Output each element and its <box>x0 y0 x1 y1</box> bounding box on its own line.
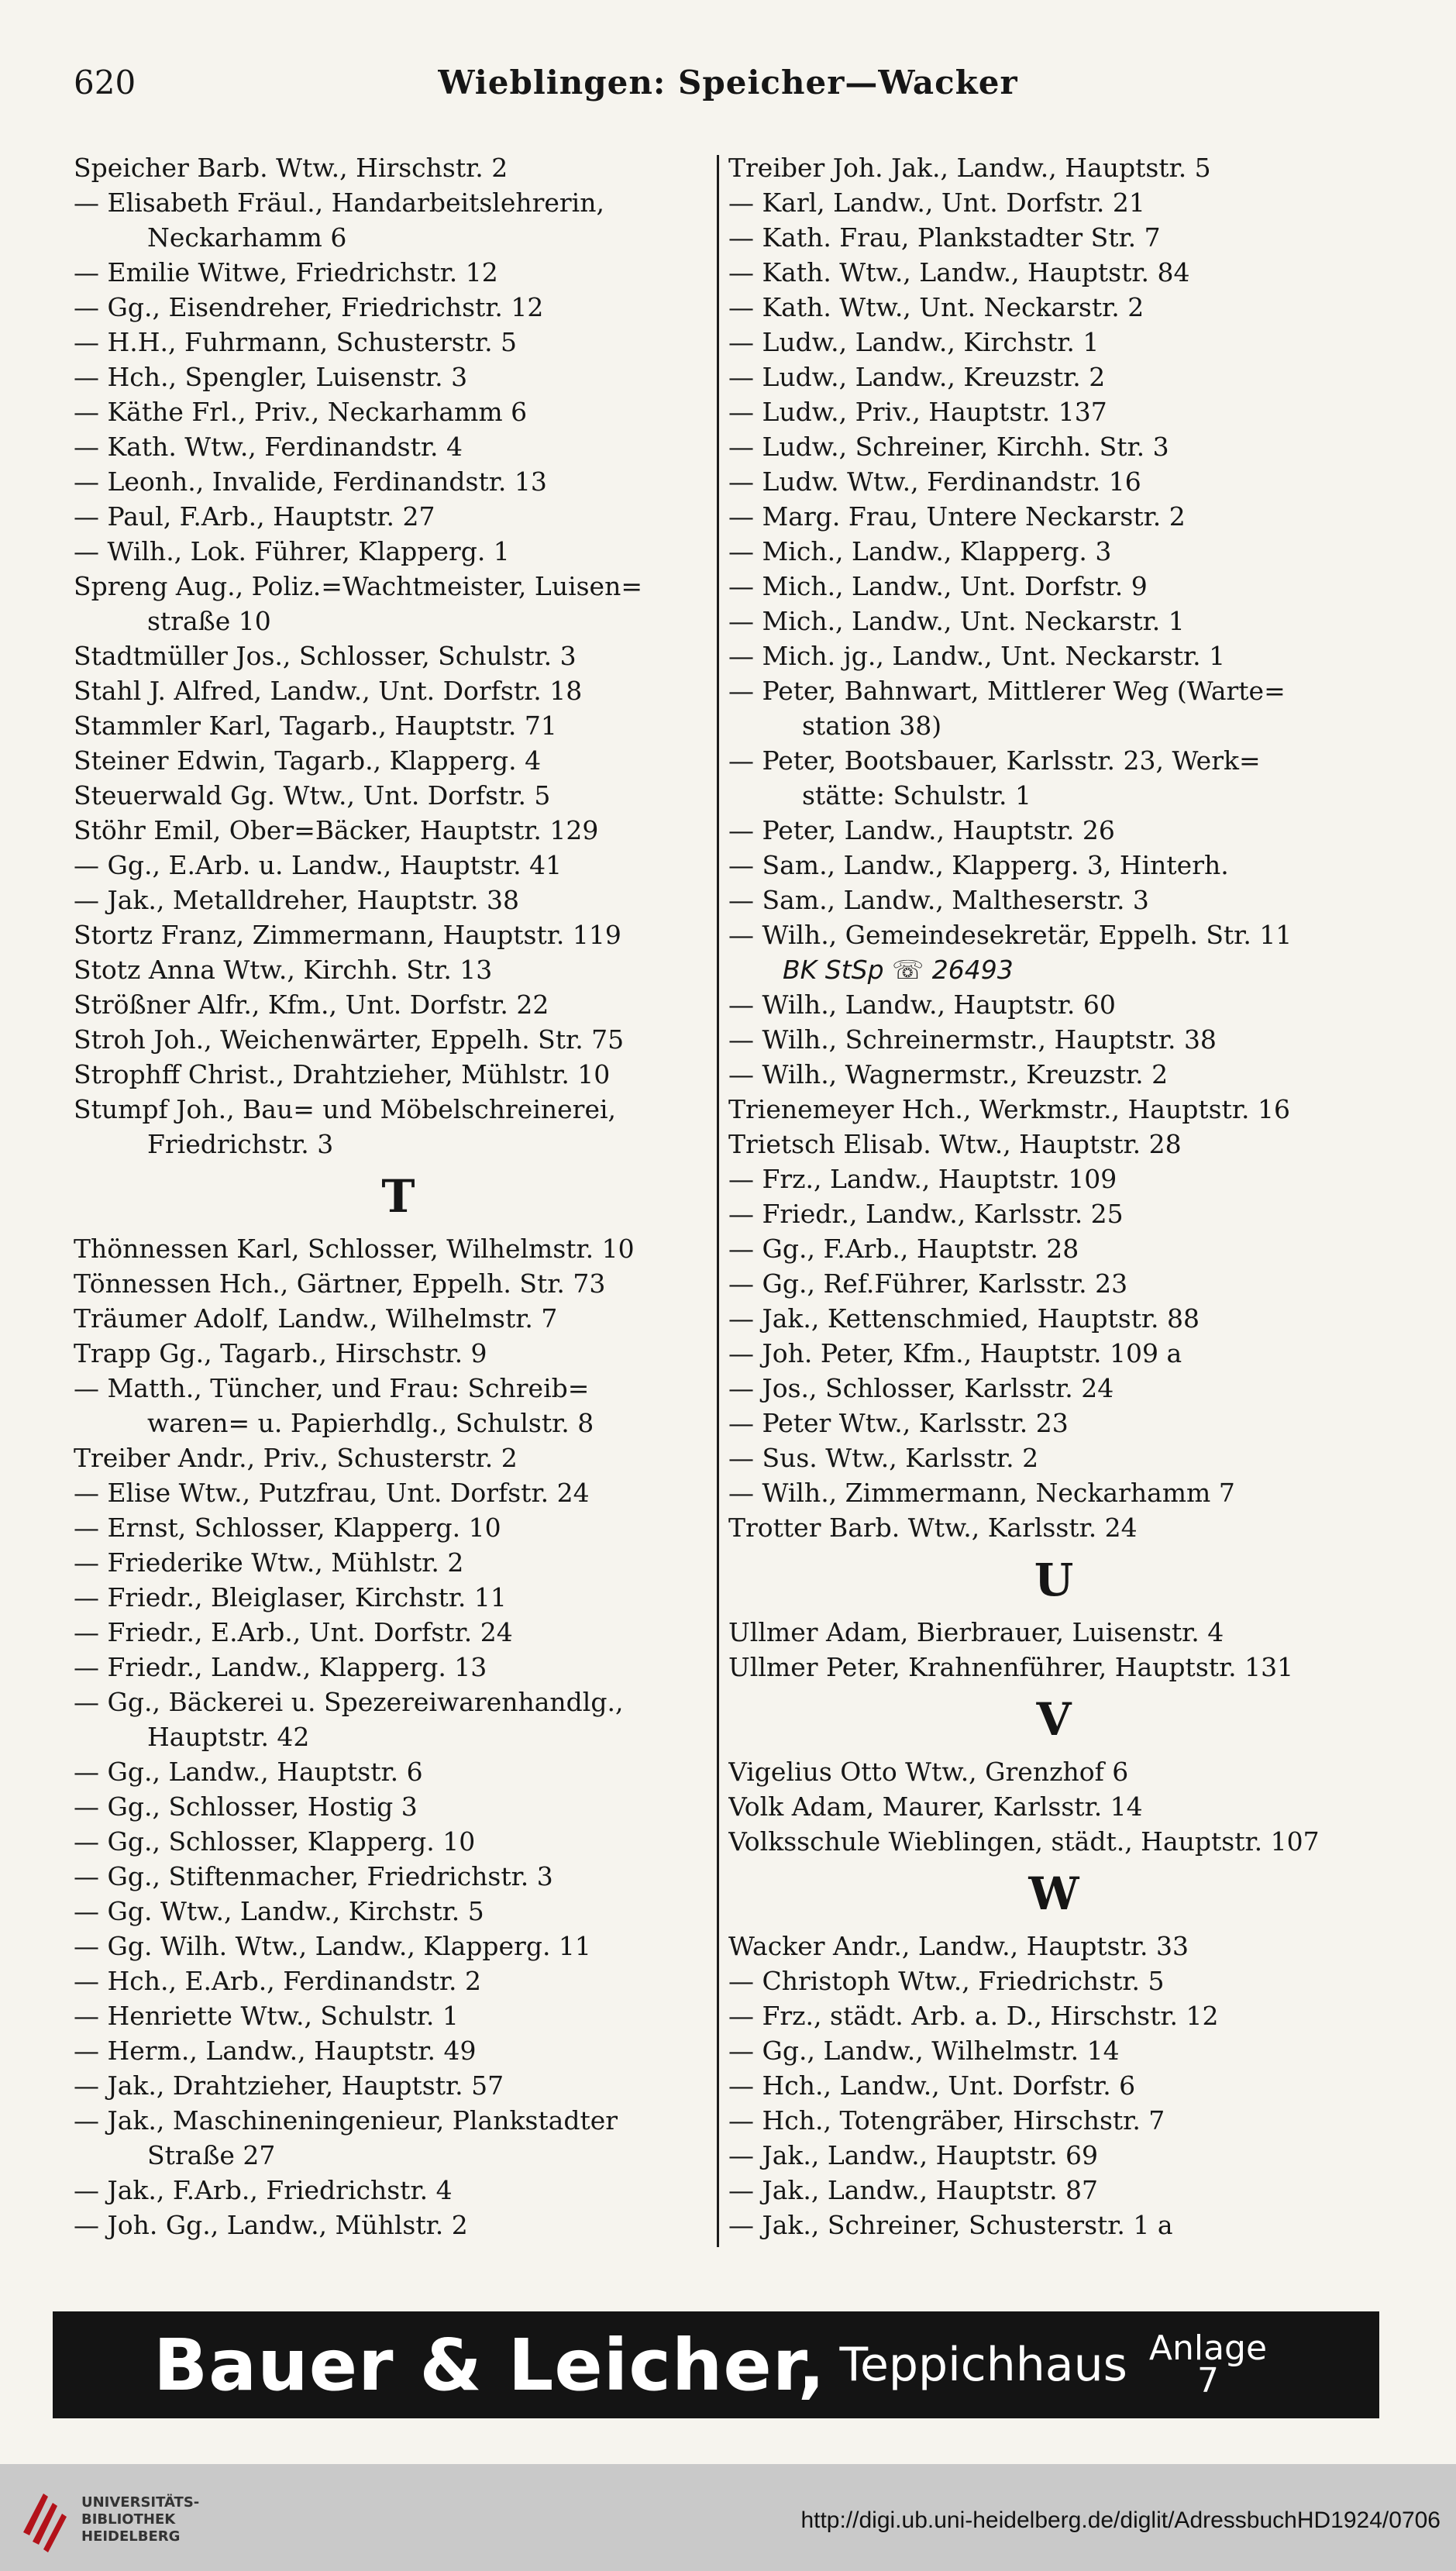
directory-sub-entry: — Hch., Spengler, Luisenstr. 3 <box>74 362 468 392</box>
directory-sub-entry: — Ernst, Schlosser, Klapperg. 10 <box>74 1513 501 1543</box>
directory-sub-entry: — Gg., Bäckerei u. Spezereiwarenhandlg., <box>74 1687 624 1717</box>
directory-sub-entry: — Jak., Landw., Hauptstr. 87 <box>728 2175 1099 2205</box>
directory-sub-entry: — Jak., Schreiner, Schusterstr. 1 a <box>728 2210 1173 2240</box>
directory-entry: Volk Adam, Maurer, Karlsstr. 14 <box>728 1791 1143 1822</box>
directory-sub-entry: — Gg., Landw., Wilhelmstr. 14 <box>728 2036 1120 2066</box>
directory-sub-entry: — Mich., Landw., Unt. Dorfstr. 9 <box>728 571 1148 601</box>
directory-sub-entry: — Gg. Wilh. Wtw., Landw., Klapperg. 11 <box>74 1931 591 1961</box>
directory-sub-entry: — Henriette Wtw., Schulstr. 1 <box>74 2001 459 2031</box>
directory-sub-entry: — Elisabeth Fräul., Handarbeitslehrerin, <box>74 188 604 218</box>
directory-sub-entry: — Joh. Peter, Kfm., Hauptstr. 109 a <box>728 1338 1182 1368</box>
directory-sub-entry: — Gg., Schlosser, Hostig 3 <box>74 1791 418 1822</box>
directory-entry: Strößner Alfr., Kfm., Unt. Dorfstr. 22 <box>74 990 549 1020</box>
library-logo-icon <box>17 2486 71 2556</box>
directory-sub-entry: — Elise Wtw., Putzfrau, Unt. Dorfstr. 24 <box>74 1478 590 1508</box>
logo-line: BIBLIOTHEK <box>81 2511 176 2528</box>
directory-entry: Trietsch Elisab. Wtw., Hauptstr. 28 <box>728 1129 1182 1159</box>
directory-sub-entry: — Mich., Landw., Unt. Neckarstr. 1 <box>728 606 1185 636</box>
directory-entry: Stadtmüller Jos., Schlosser, Schulstr. 3 <box>74 641 577 671</box>
directory-entry: Trotter Barb. Wtw., Karlsstr. 24 <box>728 1513 1138 1543</box>
directory-sub-entry: — Paul, F.Arb., Hauptstr. 27 <box>74 501 435 532</box>
directory-sub-entry: — Wilh., Gemeindesekretär, Eppelh. Str. 11 <box>728 920 1293 950</box>
directory-sub-entry: — Gg., E.Arb. u. Landw., Hauptstr. 41 <box>74 850 563 880</box>
directory-sub-entry: — Friederike Wtw., Mühlstr. 2 <box>74 1547 464 1578</box>
directory-sub-entry: — Mich. jg., Landw., Unt. Neckarstr. 1 <box>728 641 1226 671</box>
entry-continuation: stätte: Schulstr. 1 <box>802 780 1032 811</box>
directory-sub-entry: — Kath. Wtw., Ferdinandstr. 4 <box>74 432 463 462</box>
running-head: Wieblingen: Speicher—Wacker <box>438 64 1018 102</box>
directory-sub-entry: — Matth., Tüncher, und Frau: Schreib= <box>74 1373 590 1403</box>
directory-sub-entry: — Ludw., Landw., Kreuzstr. 2 <box>728 362 1106 392</box>
section-letter: U <box>1034 1554 1074 1606</box>
entry-continuation: Friedrichstr. 3 <box>147 1129 334 1159</box>
directory-sub-entry: — Jak., Drahtzieher, Hauptstr. 57 <box>74 2070 504 2101</box>
directory-sub-entry: — Friedr., E.Arb., Unt. Dorfstr. 24 <box>74 1617 513 1647</box>
column-rule <box>717 155 719 2247</box>
right-column <box>728 150 1379 2242</box>
logo-line: UNIVERSITÄTS- <box>81 2494 200 2511</box>
directory-entry: Ullmer Peter, Krahnenführer, Hauptstr. 131 <box>728 1652 1294 1682</box>
directory-sub-entry: — Karl, Landw., Unt. Dorfstr. 21 <box>728 188 1145 218</box>
advertisement-banner <box>53 2311 1379 2418</box>
directory-sub-entry: — Leonh., Invalide, Ferdinandstr. 13 <box>74 466 547 497</box>
directory-sub-entry: — Käthe Frl., Priv., Neckarhamm 6 <box>74 397 528 427</box>
directory-sub-entry: — Peter, Bahnwart, Mittlerer Weg (Warte= <box>728 676 1286 706</box>
directory-entry: Trapp Gg., Tagarb., Hirschstr. 9 <box>74 1338 487 1368</box>
directory-sub-entry: — Kath. Frau, Plankstadter Str. 7 <box>728 222 1161 253</box>
directory-sub-entry: — Wilh., Landw., Hauptstr. 60 <box>728 990 1116 1020</box>
entry-continuation: station 38) <box>802 711 942 741</box>
directory-sub-entry: — Emilie Witwe, Friedrichstr. 12 <box>74 257 498 287</box>
directory-entry: Trienemeyer Hch., Werkmstr., Hauptstr. 16 <box>728 1094 1290 1124</box>
directory-sub-entry: — Sus. Wtw., Karlsstr. 2 <box>728 1443 1039 1473</box>
directory-sub-entry: — Jak., Landw., Hauptstr. 69 <box>728 2140 1099 2170</box>
directory-sub-entry: — Peter Wtw., Karlsstr. 23 <box>728 1408 1069 1438</box>
directory-sub-entry: — Mich., Landw., Klapperg. 3 <box>728 536 1112 566</box>
entry-continuation: straße 10 <box>147 606 271 636</box>
ad-anlage-number: 7 <box>1196 2361 1219 2401</box>
directory-sub-entry: — H.H., Fuhrmann, Schusterstr. 5 <box>74 327 518 357</box>
source-url-link[interactable]: http://digi.ub.uni-heidelberg.de/diglit/AdressbuchHD1924/0706 <box>800 2507 1441 2533</box>
directory-entry: Treiber Joh. Jak., Landw., Hauptstr. 5 <box>728 153 1211 183</box>
directory-entry: Stammler Karl, Tagarb., Hauptstr. 71 <box>74 711 557 741</box>
directory-sub-entry: — Joh. Gg., Landw., Mühlstr. 2 <box>74 2210 468 2240</box>
directory-sub-entry: — Christoph Wtw., Friedrichstr. 5 <box>728 1966 1165 1996</box>
directory-sub-entry: — Kath. Wtw., Unt. Neckarstr. 2 <box>728 292 1144 322</box>
directory-sub-entry: — Gg., Eisendreher, Friedrichstr. 12 <box>74 292 544 322</box>
directory-entry: Spreng Aug., Poliz.=Wachtmeister, Luisen= <box>74 571 642 601</box>
directory-entry: Stahl J. Alfred, Landw., Unt. Dorfstr. 18 <box>74 676 583 706</box>
directory-entry: Wacker Andr., Landw., Hauptstr. 33 <box>728 1931 1189 1961</box>
directory-entry: Steuerwald Gg. Wtw., Unt. Dorfstr. 5 <box>74 780 551 811</box>
directory-sub-entry: — Peter, Landw., Hauptstr. 26 <box>728 815 1115 845</box>
entry-continuation: Hauptstr. 42 <box>147 1722 310 1752</box>
library-logo-text <box>81 2494 199 2545</box>
directory-entry: Stroh Joh., Weichenwärter, Eppelh. Str. 75 <box>74 1024 625 1055</box>
directory-entry: Steiner Edwin, Tagarb., Klapperg. 4 <box>74 745 542 776</box>
ad-company-name: Bauer & Leicher, <box>153 2323 826 2407</box>
directory-sub-entry: — Frz., städt. Arb. a. D., Hirschstr. 12 <box>728 2001 1219 2031</box>
directory-sub-entry: — Frz., Landw., Hauptstr. 109 <box>728 1164 1117 1194</box>
ad-anlage <box>1148 2328 1268 2401</box>
directory-sub-entry: — Gg., Landw., Hauptstr. 6 <box>74 1757 423 1787</box>
directory-entry: Träumer Adolf, Landw., Wilhelmstr. 7 <box>74 1303 558 1334</box>
directory-sub-entry: — Wilh., Schreinermstr., Hauptstr. 38 <box>728 1024 1217 1055</box>
directory-sub-entry: — Jak., Metalldreher, Hauptstr. 38 <box>74 885 519 915</box>
directory-entry: Treiber Andr., Priv., Schusterstr. 2 <box>74 1443 518 1473</box>
directory-entry: Stumpf Joh., Bau= und Möbelschreinerei, <box>74 1094 617 1124</box>
directory-sub-entry: — Friedr., Landw., Klapperg. 13 <box>74 1652 487 1682</box>
directory-sub-entry: — Ludw., Priv., Hauptstr. 137 <box>728 397 1107 427</box>
ad-business-type: Teppichhaus <box>839 2338 1127 2392</box>
directory-sub-entry: — Ludw. Wtw., Ferdinandstr. 16 <box>728 466 1141 497</box>
directory-entry: Thönnessen Karl, Schlosser, Wilhelmstr. 10 <box>74 1234 635 1264</box>
directory-sub-entry: — Wilh., Lok. Führer, Klapperg. 1 <box>74 536 510 566</box>
directory-sub-entry: — Sam., Landw., Klapperg. 3, Hinterh. <box>728 850 1229 880</box>
logo-line: HEIDELBERG <box>81 2528 181 2545</box>
directory-sub-entry: — Jak., Maschineningenieur, Plankstadter <box>74 2105 618 2136</box>
directory-sub-entry: — Peter, Bootsbauer, Karlsstr. 23, Werk= <box>728 745 1261 776</box>
page-number: 620 <box>74 64 136 102</box>
directory-sub-entry: — Hch., Totengräber, Hirschstr. 7 <box>728 2105 1165 2136</box>
directory-sub-entry: — Ludw., Schreiner, Kirchh. Str. 3 <box>728 432 1169 462</box>
directory-entry: Tönnessen Hch., Gärtner, Eppelh. Str. 73 <box>74 1268 606 1299</box>
directory-sub-entry: — Sam., Landw., Maltheserstr. 3 <box>728 885 1149 915</box>
directory-sub-entry: — Wilh., Zimmermann, Neckarhamm 7 <box>728 1478 1235 1508</box>
directory-entry: Stortz Franz, Zimmermann, Hauptstr. 119 <box>74 920 621 950</box>
bank-phone-line: BK StSp ☏ 26493 <box>783 955 1014 985</box>
directory-sub-entry: — Gg., F.Arb., Hauptstr. 28 <box>728 1234 1079 1264</box>
directory-entry: Speicher Barb. Wtw., Hirschstr. 2 <box>74 153 508 183</box>
directory-entry: Volksschule Wieblingen, städt., Hauptstr. 107 <box>728 1826 1320 1857</box>
directory-sub-entry: — Gg., Ref.Führer, Karlsstr. 23 <box>728 1268 1128 1299</box>
directory-entry: Strophff Christ., Drahtzieher, Mühlstr. 10 <box>74 1059 611 1089</box>
section-letter: W <box>1028 1867 1079 1920</box>
directory-sub-entry: — Wilh., Wagnermstr., Kreuzstr. 2 <box>728 1059 1169 1089</box>
directory-sub-entry: — Kath. Wtw., Landw., Hauptstr. 84 <box>728 257 1190 287</box>
directory-sub-entry: — Gg., Schlosser, Klapperg. 10 <box>74 1826 476 1857</box>
entry-continuation: waren= u. Papierhdlg., Schulstr. 8 <box>147 1408 594 1438</box>
directory-sub-entry: — Jak., Kettenschmied, Hauptstr. 88 <box>728 1303 1200 1334</box>
directory-entry: Ullmer Adam, Bierbrauer, Luisenstr. 4 <box>728 1617 1224 1647</box>
directory-entry: Stotz Anna Wtw., Kirchh. Str. 13 <box>74 955 493 985</box>
left-column <box>74 150 723 2242</box>
directory-sub-entry: — Ludw., Landw., Kirchstr. 1 <box>728 327 1100 357</box>
directory-sub-entry: — Friedr., Landw., Karlsstr. 25 <box>728 1199 1124 1229</box>
directory-sub-entry: — Herm., Landw., Hauptstr. 49 <box>74 2036 477 2066</box>
directory-entry: Vigelius Otto Wtw., Grenzhof 6 <box>728 1757 1129 1787</box>
directory-sub-entry: — Hch., Landw., Unt. Dorfstr. 6 <box>728 2070 1136 2101</box>
ad-anlage-label: Anlage <box>1148 2328 1268 2368</box>
directory-sub-entry: — Jak., F.Arb., Friedrichstr. 4 <box>74 2175 453 2205</box>
directory-sub-entry: — Gg. Wtw., Landw., Kirchstr. 5 <box>74 1896 484 1926</box>
directory-entry: Stöhr Emil, Ober=Bäcker, Hauptstr. 129 <box>74 815 599 845</box>
entry-continuation: Straße 27 <box>147 2140 276 2170</box>
section-letter: T <box>381 1170 415 1223</box>
directory-sub-entry: — Friedr., Bleiglaser, Kirchstr. 11 <box>74 1582 507 1612</box>
entry-continuation: Neckarhamm 6 <box>147 222 347 253</box>
directory-sub-entry: — Hch., E.Arb., Ferdinandstr. 2 <box>74 1966 481 1996</box>
directory-sub-entry: — Jos., Schlosser, Karlsstr. 24 <box>728 1373 1114 1403</box>
directory-sub-entry: — Marg. Frau, Untere Neckarstr. 2 <box>728 501 1186 532</box>
section-letter: V <box>1036 1693 1072 1746</box>
directory-sub-entry: — Gg., Stiftenmacher, Friedrichstr. 3 <box>74 1861 553 1891</box>
